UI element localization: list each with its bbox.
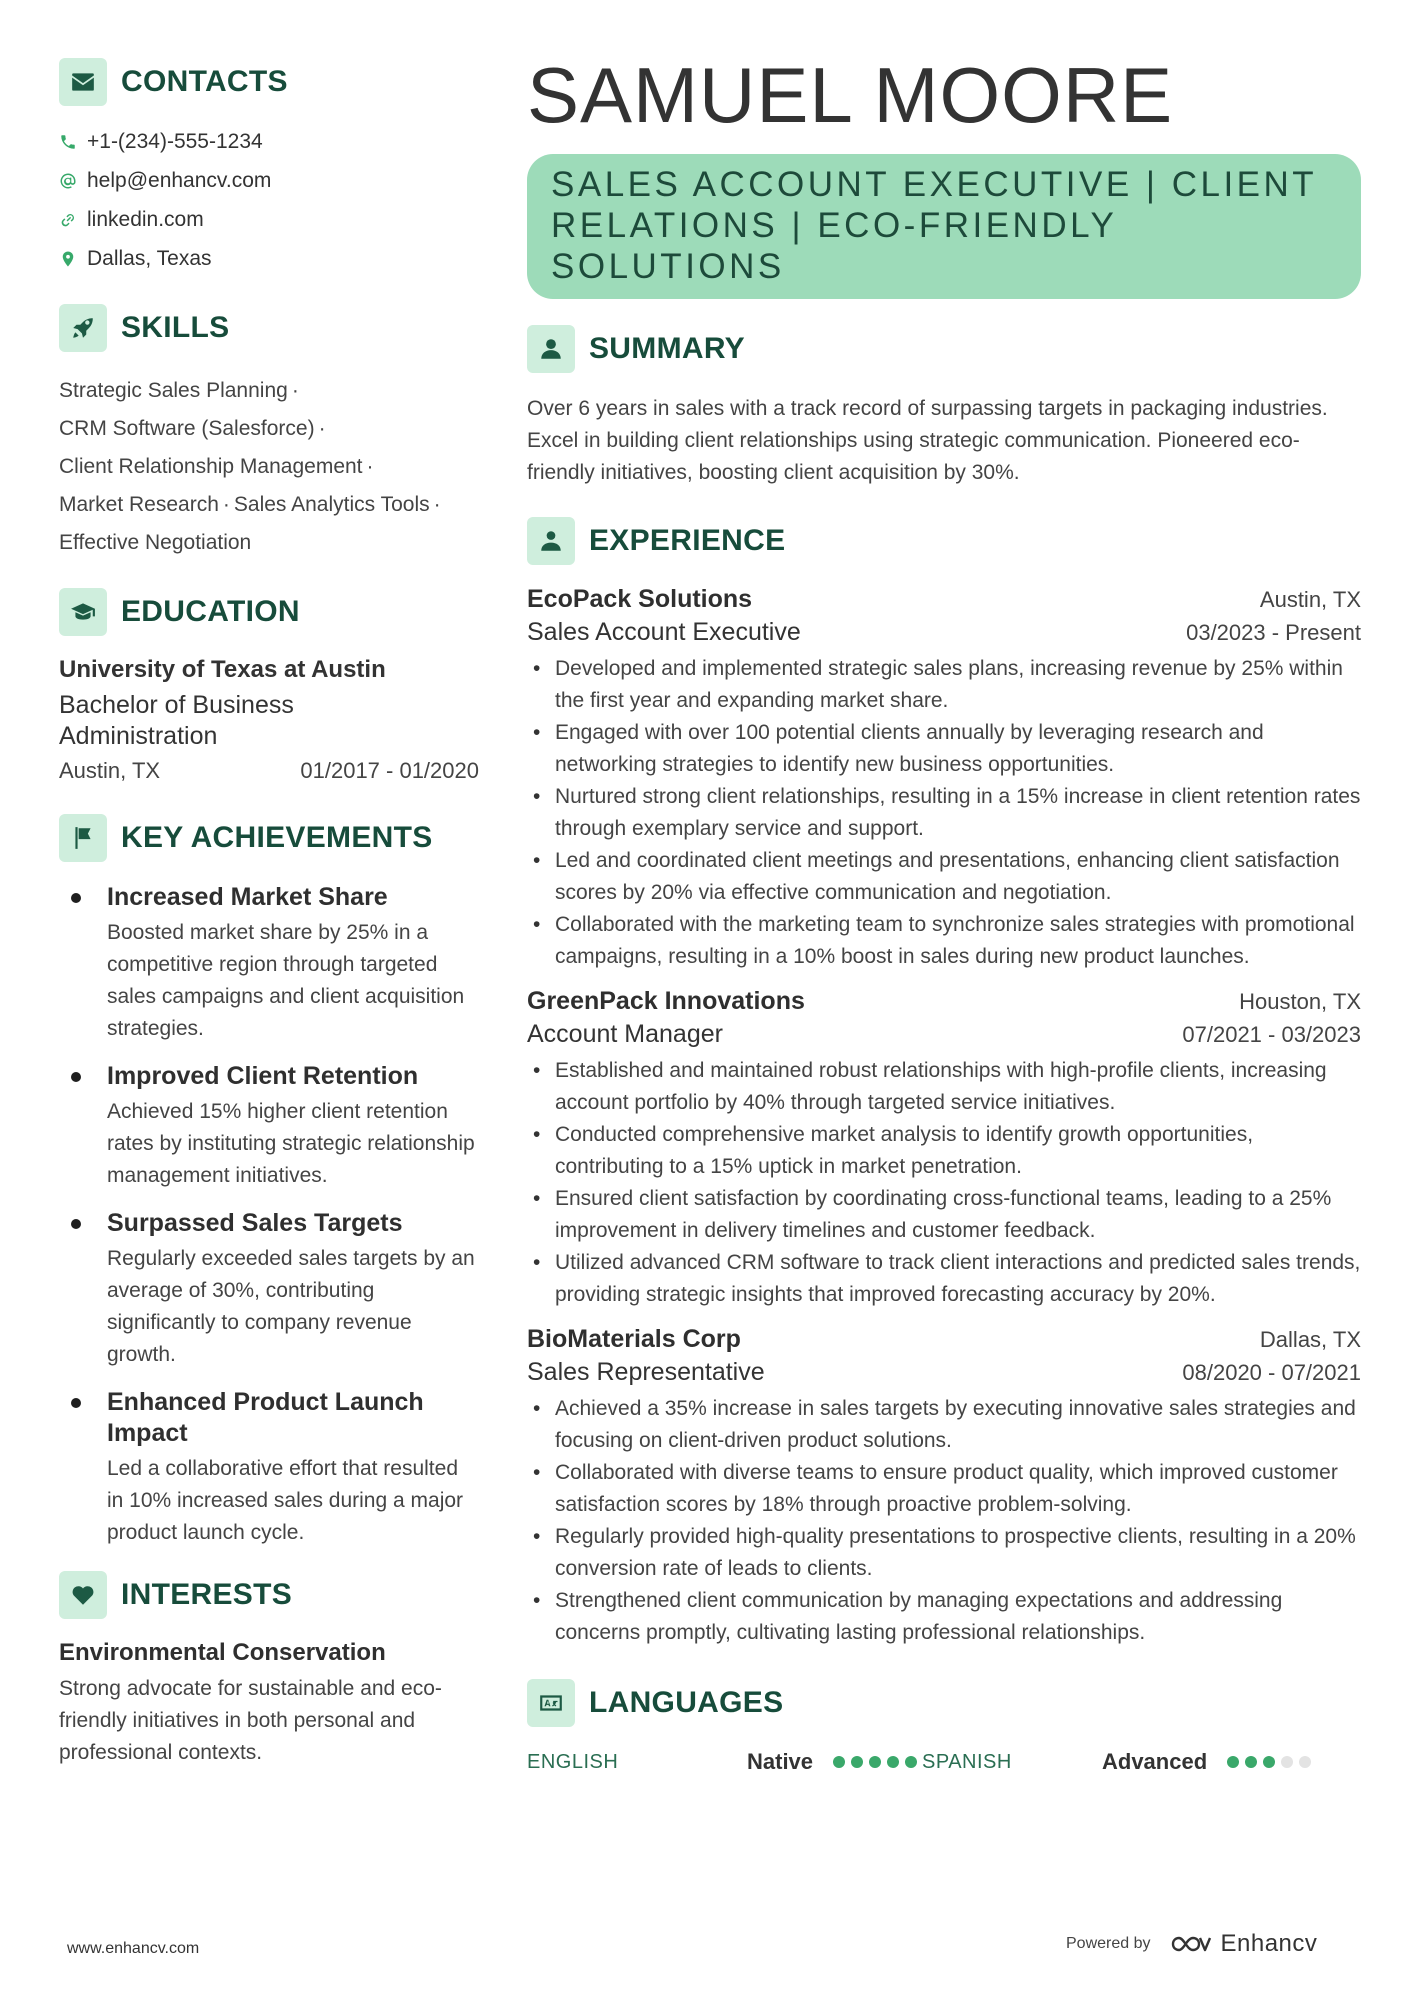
interests-heading <box>59 1571 479 1619</box>
achievement-title: Increased Market Share <box>107 883 388 911</box>
skill-item: Strategic Sales Planning <box>59 379 288 402</box>
job-header <box>527 585 1361 614</box>
contacts-list <box>59 122 479 278</box>
contact-phone[interactable] <box>59 122 479 161</box>
achievement-item <box>59 1061 479 1192</box>
email-text: help@enhancv.com <box>87 168 272 192</box>
rating-dot-filled <box>1227 1756 1239 1768</box>
footer-website[interactable]: www.enhancv.com <box>67 1940 200 1957</box>
powered-by-label: Powered by <box>1066 1935 1151 1952</box>
summary-text: Over 6 years in sales with a track record of surpassing targets in packaging industries. Excel in building client relationships using strategic communication. Pioneered eco-friendly initiatives, boosting client acquisition by 30%. <box>527 397 1328 484</box>
achievement-item <box>59 882 479 1045</box>
education-heading <box>59 588 479 636</box>
brand-name: Enhancv <box>1220 1930 1318 1957</box>
achievements-title: KEY ACHIEVEMENTS <box>121 821 433 854</box>
interests-title: INTERESTS <box>121 1578 293 1611</box>
job-bullet: • Engaged with over 100 potential clients annually by leveraging research and networking strategies to identify new business opportunities. <box>527 717 1361 781</box>
language-rating <box>833 1756 917 1768</box>
achievements-list <box>59 882 479 1549</box>
rating-dot-filled <box>905 1756 917 1768</box>
education-title: EDUCATION <box>121 595 300 628</box>
language-level: Advanced <box>1102 1749 1208 1774</box>
at-icon <box>59 172 77 190</box>
map-pin-icon <box>59 250 77 268</box>
achievement-title: Surpassed Sales Targets <box>107 1209 403 1237</box>
job-location: Dallas, TX <box>1259 1327 1361 1352</box>
footer-branding <box>1066 1930 1317 1958</box>
skill-item: CRM Software (Salesforce) <box>59 417 315 440</box>
job-header <box>527 987 1361 1016</box>
language-name: SPANISH <box>922 1750 1012 1773</box>
job-dates: 07/2021 - 03/2023 <box>1182 1022 1361 1047</box>
rating-dot-filled <box>869 1756 881 1768</box>
rating-dot-filled <box>887 1756 899 1768</box>
contacts-title: CONTACTS <box>121 65 288 98</box>
job-role: Sales Account Executive <box>527 618 801 646</box>
education-meta <box>59 758 479 784</box>
briefcase-user-icon <box>527 517 575 565</box>
rating-dot-filled <box>833 1756 845 1768</box>
enhancv-logo-icon <box>1169 1932 1213 1956</box>
achievement-item <box>59 1208 479 1371</box>
skill-item: Client Relationship Management <box>59 455 363 478</box>
graduation-cap-icon <box>59 588 107 636</box>
job-bullets <box>527 653 1361 973</box>
job-bullet: • Established and maintained robust relationships with high-profile clients, increasing account portfolio by 40% through targeted service initiatives. <box>527 1055 1361 1119</box>
education-dates: 01/2017 - 01/2020 <box>300 758 479 783</box>
job-company: EcoPack Solutions <box>527 585 753 613</box>
job-bullet: • Utilized advanced CRM software to track client interactions and predicted sales trends, providing strategic insights that improved forecasting accuracy by 20%. <box>527 1247 1361 1311</box>
left-column <box>59 58 479 1769</box>
job-role: Sales Representative <box>527 1358 765 1386</box>
achievement-title: Improved Client Retention <box>107 1062 419 1090</box>
job-bullet: • Led and coordinated client meetings and presentations, enhancing client satisfaction scores by 20% via effective communication and negotiation. <box>527 845 1361 909</box>
education-school: University of Texas at Austin <box>59 656 386 683</box>
experience-heading <box>527 517 1361 565</box>
job-dates: 03/2023 - Present <box>1186 620 1361 645</box>
languages-row <box>527 1749 1361 1775</box>
job-entry <box>527 987 1361 1311</box>
job-bullet: • Regularly provided high-quality presentations to prospective clients, resulting in a 20% conversion rate of leads to clients. <box>527 1521 1361 1585</box>
rocket-icon <box>59 304 107 352</box>
candidate-name: SAMUEL MOORE <box>527 51 1174 139</box>
education-location: Austin, TX <box>59 758 161 783</box>
job-company: GreenPack Innovations <box>527 987 805 1015</box>
summary-title: SUMMARY <box>589 332 745 365</box>
languages-heading <box>527 1679 1361 1727</box>
language-item <box>922 1749 1361 1775</box>
rating-dot-filled <box>1263 1756 1275 1768</box>
rating-dot-empty <box>1281 1756 1293 1768</box>
job-subheader <box>527 618 1361 647</box>
rating-dot-filled <box>1245 1756 1257 1768</box>
skills-title: SKILLS <box>121 311 230 344</box>
enhancv-logo[interactable] <box>1169 1930 1318 1958</box>
job-location: Houston, TX <box>1239 989 1361 1014</box>
contact-location <box>59 239 479 278</box>
achievement-text: Achieved 15% higher client retention rates by instituting strategic relationship management initiatives. <box>107 1100 475 1187</box>
rating-dot-filled <box>851 1756 863 1768</box>
job-bullet: • Nurtured strong client relationships, resulting in a 15% increase in client retention rates through exemplary service and support. <box>527 781 1361 845</box>
right-column <box>527 50 1361 1775</box>
contact-linkedin[interactable] <box>59 200 479 239</box>
rating-dot-empty <box>1299 1756 1311 1768</box>
job-header <box>527 1325 1361 1354</box>
link-icon <box>59 211 77 229</box>
language-card-icon <box>527 1679 575 1727</box>
achievement-item <box>59 1387 479 1549</box>
summary-heading <box>527 325 1361 373</box>
job-bullet: • Ensured client satisfaction by coordinating cross-functional teams, leading to a 25% improvement in delivery timelines and customer feedback. <box>527 1183 1361 1247</box>
job-role: Account Manager <box>527 1020 723 1048</box>
job-entry <box>527 1325 1361 1649</box>
achievement-title: Enhanced Product Launch Impact <box>107 1388 424 1447</box>
job-bullet: • Collaborated with the marketing team to synchronize sales strategies with promotional campaigns, resulting in a 10% boost in sales during new product launches. <box>527 909 1361 973</box>
job-bullet: • Developed and implemented strategic sales plans, increasing revenue by 25% within the first year and expanding market share. <box>527 653 1361 717</box>
flag-icon <box>59 814 107 862</box>
skills-list: Strategic Sales Planning · CRM Software (Salesforce) · Client Relationship Management · Market Research · Sales Analytics Tools · Effective Negotiation <box>59 379 441 554</box>
experience-title: EXPERIENCE <box>589 524 786 557</box>
achievement-text: Boosted market share by 25% in a competitive region through targeted sales campaigns and client acquisition strategies. <box>107 921 465 1040</box>
job-subheader <box>527 1020 1361 1049</box>
education-entry <box>59 656 479 784</box>
language-name: ENGLISH <box>527 1750 619 1773</box>
headline-banner: SALES ACCOUNT EXECUTIVE | CLIENT RELATIONS | ECO-FRIENDLY SOLUTIONS <box>527 154 1361 299</box>
job-bullet: • Conducted comprehensive market analysis to identify growth opportunities, contributing to a 15% uptick in market penetration. <box>527 1119 1361 1183</box>
job-company: BioMaterials Corp <box>527 1325 741 1353</box>
languages-title: LANGUAGES <box>589 1686 784 1719</box>
heart-icon <box>59 1571 107 1619</box>
education-degree: Bachelor of Business Administration <box>59 691 294 750</box>
language-level: Native <box>747 1749 814 1774</box>
job-bullets <box>527 1393 1361 1649</box>
contacts-heading <box>59 58 479 106</box>
phone-text: +1-(234)-555-1234 <box>87 129 263 153</box>
user-icon <box>527 325 575 373</box>
skills-heading <box>59 304 479 352</box>
job-bullet: • Collaborated with diverse teams to ensure product quality, which improved customer satisfaction scores by 18% through proactive problem-solving. <box>527 1457 1361 1521</box>
job-subheader <box>527 1358 1361 1387</box>
skill-item: Market Research <box>59 493 219 516</box>
skill-item: Sales Analytics Tools <box>233 493 430 516</box>
language-item <box>527 1749 922 1775</box>
achievement-text: Regularly exceeded sales targets by an average of 30%, contributing significantly to company revenue growth. <box>107 1247 475 1366</box>
job-entry <box>527 585 1361 973</box>
job-location: Austin, TX <box>1259 587 1361 612</box>
achievement-text: Led a collaborative effort that resulted in 10% increased sales during a major product launch cycle. <box>107 1457 464 1544</box>
job-bullets <box>527 1055 1361 1311</box>
achievements-heading <box>59 814 479 862</box>
envelope-icon <box>59 58 107 106</box>
interest-item <box>59 1639 479 1769</box>
interest-title: Environmental Conservation <box>59 1639 386 1666</box>
job-dates: 08/2020 - 07/2021 <box>1182 1360 1361 1385</box>
contact-email[interactable] <box>59 161 479 200</box>
linkedin-text: linkedin.com <box>87 207 204 231</box>
interest-text: Strong advocate for sustainable and eco-friendly initiatives in both personal and professional contexts. <box>59 1677 442 1764</box>
job-bullet: • Strengthened client communication by managing expectations and addressing concerns promptly, cultivating lasting professional relationships. <box>527 1585 1361 1649</box>
job-bullet: • Achieved a 35% increase in sales targets by executing innovative sales strategies and focusing on client-driven product solutions. <box>527 1393 1361 1457</box>
phone-icon <box>59 133 77 151</box>
location-text: Dallas, Texas <box>87 246 212 270</box>
skill-item: Effective Negotiation <box>59 531 252 554</box>
language-rating <box>1227 1756 1311 1768</box>
